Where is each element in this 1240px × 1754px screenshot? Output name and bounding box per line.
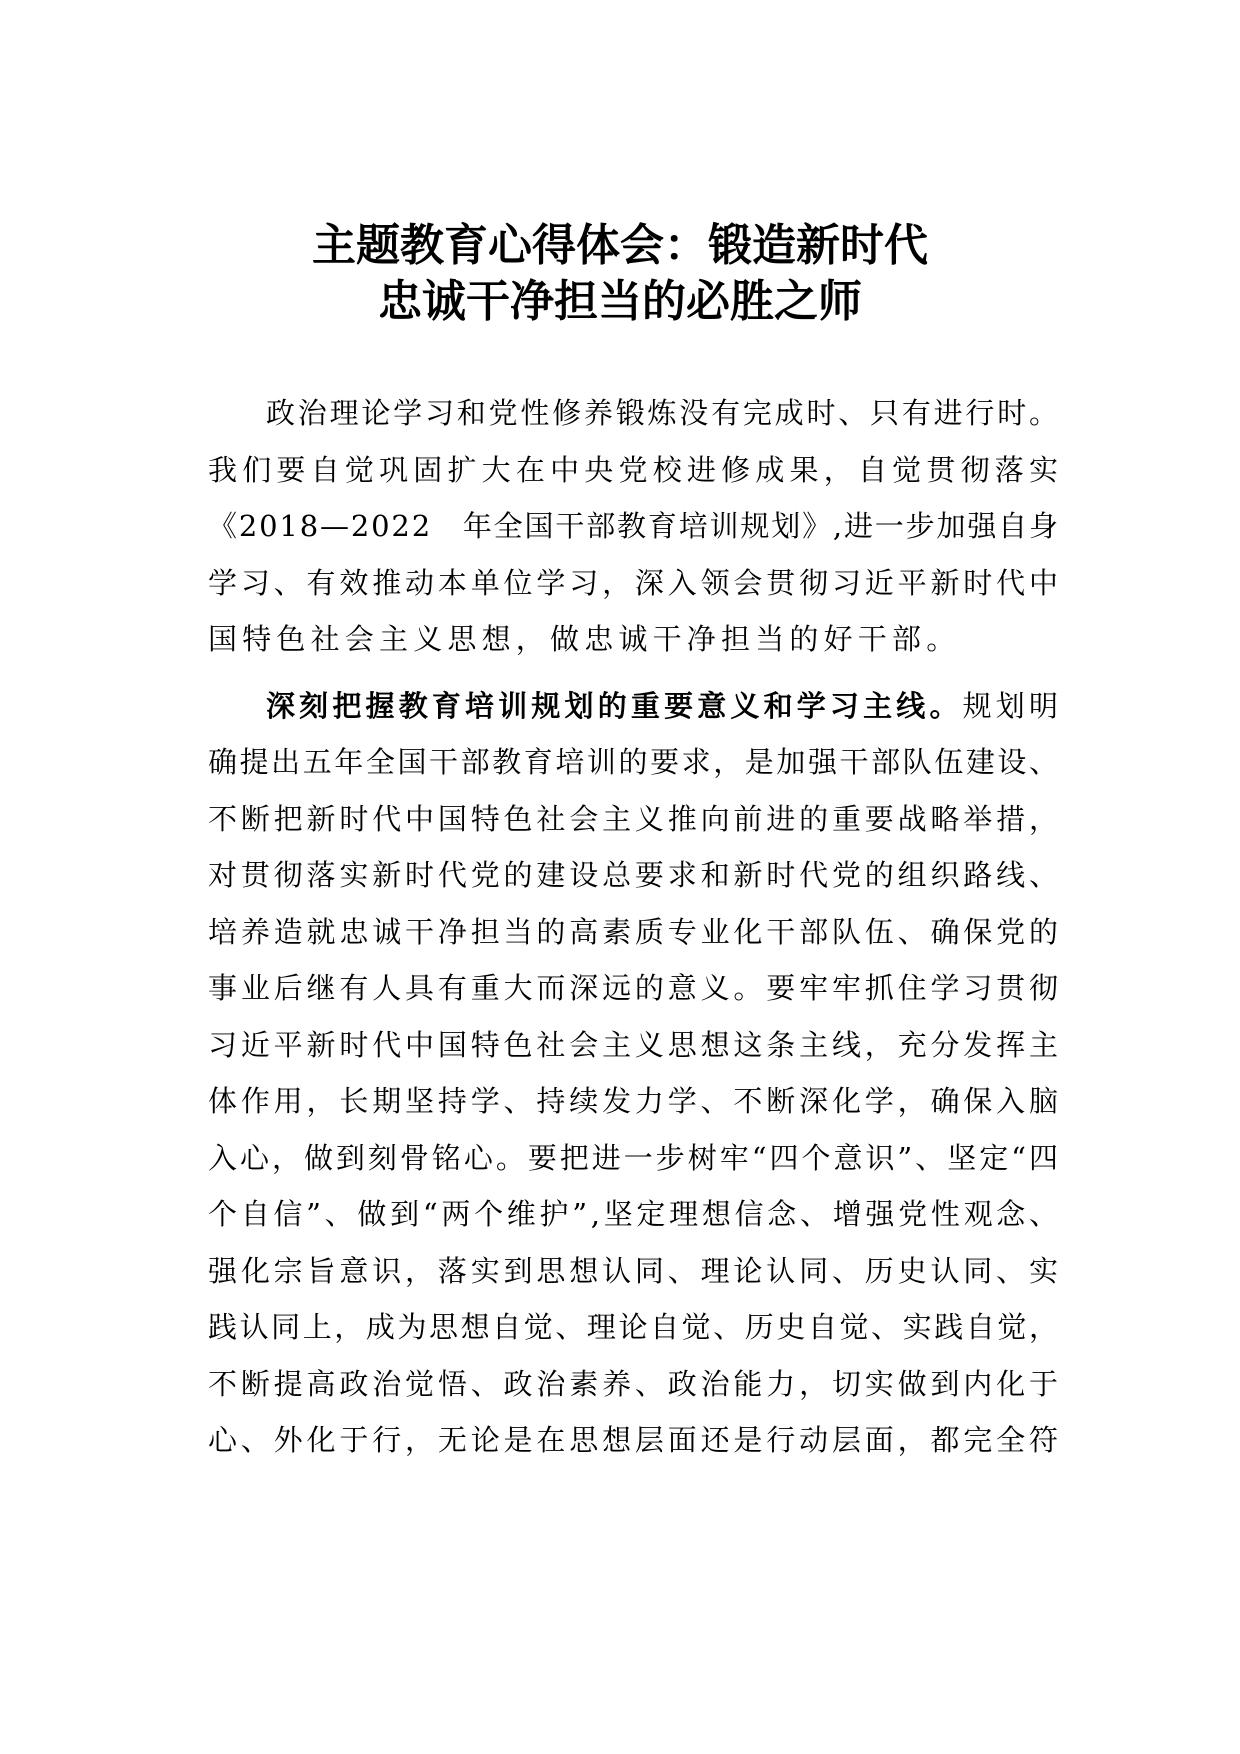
- text-line: 确提出五年全国干部教育培训的要求，是加强干部队伍建设、: [208, 745, 1061, 779]
- text-line: 强化宗旨意识，落实到思想认同、理论认同、历史认同、实: [208, 1253, 1062, 1288]
- paragraph-1: [208, 385, 1064, 668]
- paragraph-2: [208, 678, 1063, 1469]
- text-line: 体作用，长期坚持学、持续发力学、不断深化学，确保入脑: [208, 1084, 1062, 1118]
- text-line: 不断提高政治觉悟、政治素养、政治能力，切实做到内化于: [208, 1366, 1062, 1401]
- text-line: 学习、有效推动本单位学习，深入领会贯彻习近平新时代中: [208, 565, 1062, 600]
- document-body: [208, 385, 1064, 1469]
- text-line: 习近平新时代中国特色社会主义思想这条主线，充分发挥主: [208, 1027, 1062, 1062]
- text-line: 政治理论学习和党性修养锻炼没有完成时、只有进行时。: [266, 396, 1061, 430]
- text-line: 事业后继有人具有重大而深远的意义。要牢牢抓住学习贯彻: [208, 971, 1062, 1005]
- text-line: 培养造就忠诚干净担当的高素质专业化干部队伍、确保党的: [208, 914, 1062, 949]
- text-line: 不断把新时代中国特色社会主义推向前进的重要战略举措，: [208, 801, 1062, 836]
- text-line: 心、外化于行，无论是在思想层面还是行动层面，都完全符: [208, 1423, 1062, 1457]
- paragraph-lead-heading: 深刻把握教育培训规划的重要意义和学习主线。: [266, 688, 963, 723]
- text-line: 践认同上，成为思想自觉、理论自觉、历史自觉、实践自觉，: [208, 1310, 1061, 1344]
- title-line-1: 主题教育心得体会：锻造新时代: [312, 220, 928, 271]
- text-line: 我们要自觉巩固扩大在中央党校进修成果，自觉贯彻落实: [208, 452, 1064, 487]
- text-line: 对贯彻落实新时代党的建设总要求和新时代党的组织路线、: [208, 858, 1062, 892]
- text-line: 入心，做到刻骨铭心。要把进一步树牢“四个意识”、坚定“四: [208, 1140, 1061, 1175]
- text-line: 《2018—2022 年全国干部教育培训规划》,进一步加强自身: [208, 509, 1060, 543]
- text-line: 个自信”、做到“两个维护”,坚定理想信念、增强党性观念、: [208, 1197, 1062, 1231]
- text-line: 国特色社会主义思想，做忠诚干净担当的好干部。: [208, 622, 961, 656]
- text-line: 深刻把握教育培训规划的重要意义和学习主线。规划明: [266, 688, 1063, 723]
- title-line-2: 忠诚干净担当的必胜之师: [378, 276, 862, 327]
- document-title: [0, 218, 1240, 330]
